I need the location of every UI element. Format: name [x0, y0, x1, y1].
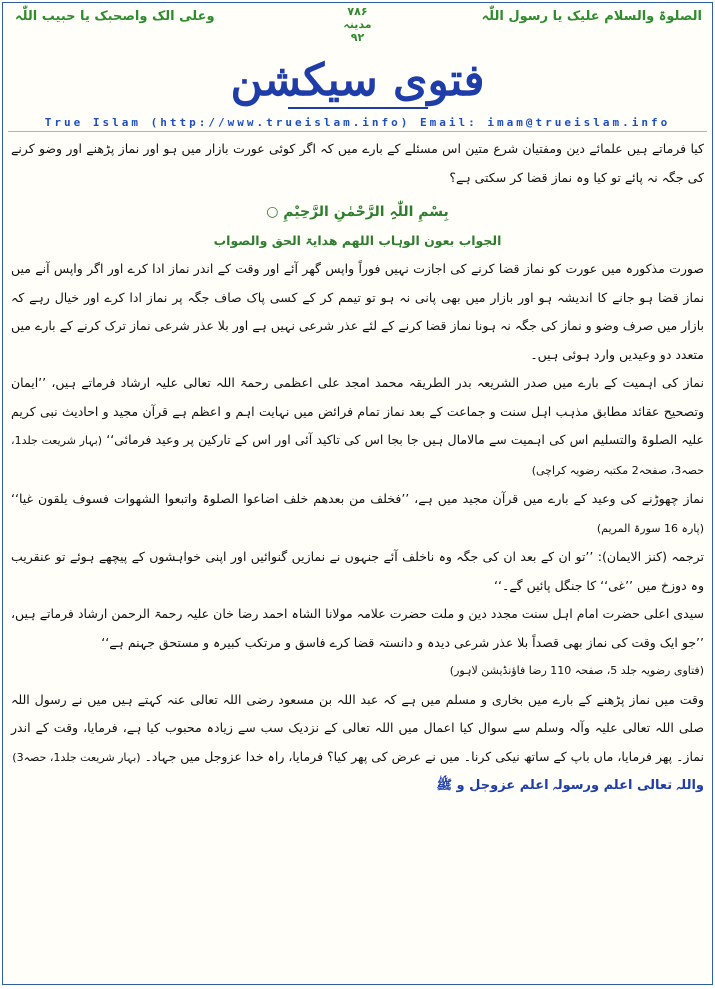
answer-paragraph-5: سیدی اعلی حضرت امام اہل سنت مجدد دین و ملت حضرت علامہ مولانا الشاہ احمد رضا خان علیہ رحمۃ الرحمن ارشاد فرماتے ہیں، ’’جو ایک وقت کی نماز بھی قصداً بلا عذر شرعی دیدہ و دانستہ قضا کرے فاسق و مرتکب کبیرہ و مستحق جہنم ہے‘‘ [11, 606, 704, 650]
divider [8, 131, 707, 132]
header-salutation-left: وعلی الک واصحبک یا حبیب اللّٰہ [15, 9, 215, 24]
fatwa-body [11, 135, 704, 801]
answer-paragraph-2-text: نماز کی اہمیت کے بارے میں صدر الشریعہ بدر الطریقہ محمد امجد علی اعظمی رحمۃ اللہ تعالی علیہ ارشاد فرماتے ہیں، ’’ایمان وتصحیح عقائد مطابق مذہب اہل سنت و جماعت کے بعد نماز تمام فرائض میں نہایت اہم و اعظم ہے قرآن مجید و احادیث نبی کریم علیہ الصلوۃ والتسلیم اس کی اہمیت سے مالامال ہیں جا بجا اس کی تاکید آئی اور اس کے تارکین پر وعید فرمائی‘‘ [11, 375, 704, 447]
bismillah: بِسْمِ اللّٰہِ الرَّحْمٰنِ الرَّحِیْمِ ○ [266, 204, 449, 220]
closing-line: واللہ تعالی اعلم ورسولہ اعلم عزوجل و ﷺ [436, 778, 704, 793]
header-salutation-right: الصلوۃ والسلام علیک یا رسول اللّٰہ [481, 9, 702, 24]
header-code-number: ۷۸۶ [347, 5, 368, 18]
page-title: فتوی سیکشن [230, 55, 485, 106]
answer-paragraph-3 [11, 485, 704, 543]
reference-2: (بہار شریعت جلد1، حصہ3، صفحہ2 مکتبہ رضویہ کراچی) [11, 434, 704, 477]
answer-paragraph-3-text: نماز چھوڑنے کی وعید کے بارے میں قرآن مجید میں ہے، ’’فخلف من بعدھم خلف اضاعوا الصلوۃ واتبعوا الشھوات فسوف یلقون غیا‘‘ [11, 491, 704, 506]
title-underline [288, 107, 428, 109]
question-text: کیا فرماتے ہیں علمائے دین ومفتیان شرع متین اس مسئلے کے بارے میں کہ اگر کوئی عورت بازار میں ہو اور نماز پڑھنے اور وضو کرنے کی جگہ نہ پائے تو کیا وہ نماز قضا کر سکتی ہے؟ [11, 141, 704, 185]
reference-6: (بہار شریعت جلد1، حصہ3) [12, 750, 141, 764]
answer-paragraph-4: ترجمہ (کنز الایمان): ’’تو ان کے بعد ان کی جگہ وہ ناخلف آئے جنہوں نے نمازیں گنوائیں اور اپنی خواہشوں کے پیچھے ہوئے تو عنقریب وہ دوزخ میں ’’غی‘‘ کا جنگل پائیں گے۔‘‘ [11, 549, 704, 593]
header-code-city: مدینہ [343, 18, 372, 31]
reference-3: (پارہ 16 سورۃ المریم) [596, 521, 704, 535]
answer-paragraph-6-text: وقت میں نماز پڑھنے کے بارے میں بخاری و مسلم میں ہے کہ عبد اللہ بن مسعود رضی اللہ تعالی عنہ کہتے ہیں میں نے رسول اللہ صلی اللہ تعالی علیہ وآلہ وسلم سے سوال کیا اعمال میں اللہ تعالی کے نزدیک سب سے زیادہ محبوب کیا ہے، فرمایا، وقت کے اندر نماز۔ پھر فرمایا، ماں باپ کے ساتھ نیکی کرنا۔ میں نے عرض کی پھر کیا؟ فرمایا، راہ خدا عزوجل میں جہاد۔ [11, 691, 704, 764]
answer-paragraph-2 [11, 369, 704, 485]
fatwa-page [2, 2, 713, 985]
answer-paragraph-1: صورت مذکورہ میں عورت کو نماز قضا کرنے کی اجازت نہیں فوراً واپس گھر آئے اور وقت کے اندر نماز ادا کرے اور اگر واپس آنے میں نماز قضا ہو جانے کا اندیشہ ہو اور بازار میں بھی پانی نہ ہو تو تیمم کر کے کسی پاک صاف جگہ پر نماز ادا کرے اور خیال رہے کہ بازار میں صرف وضو و نماز کی جگہ نہ ہونا نماز قضا کرنے کے لئے عذر شرعی نہیں ہے اور بلا عذر شرعی نماز ترک کرنے کے بارے میں متعدد دو وعیدیں وارد ہوئی ہیں۔ [11, 261, 704, 362]
answer-paragraph-6 [11, 686, 704, 773]
header-code-num: ۹۲ [350, 31, 365, 44]
answer-opening: الجواب بعون الوہاب اللھم ھدایۃ الحق والصواب [213, 232, 502, 248]
site-info: True Islam (http://www.trueislam.info) Email: imam@trueislam.info [44, 116, 671, 129]
reference-5: (فتاوی رضویہ جلد 5، صفحہ 110 رضا فاؤنڈیشن لاہور) [449, 664, 704, 677]
